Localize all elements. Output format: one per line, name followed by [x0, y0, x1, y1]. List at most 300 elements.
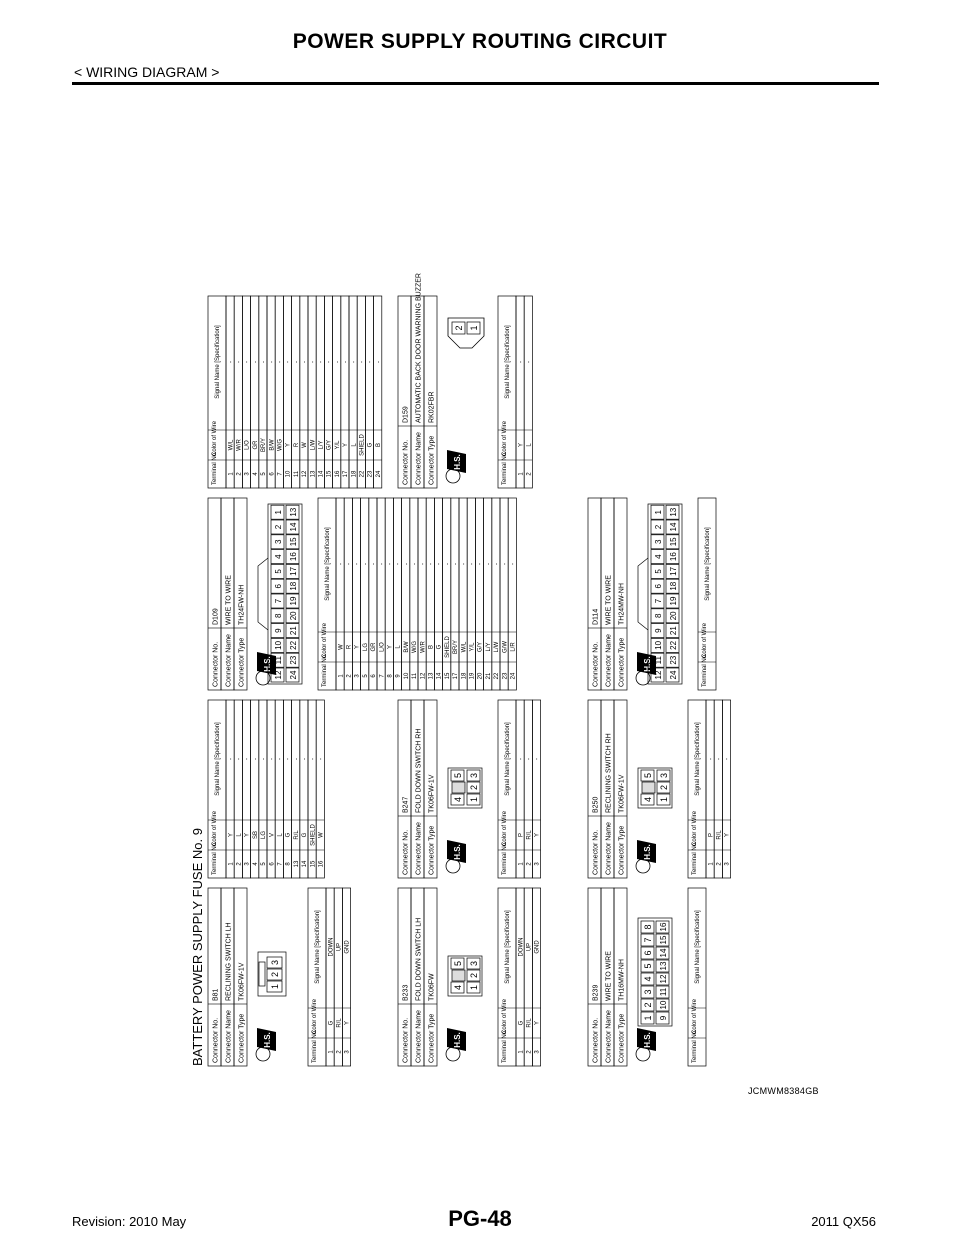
- table-row: [516, 700, 524, 878]
- terminal-no: 13: [428, 672, 435, 680]
- hs-badge: [636, 1028, 656, 1061]
- connector-info-label: Connector Name: [225, 634, 233, 687]
- pin-number: 16: [669, 552, 678, 562]
- pin-number: 14: [289, 522, 298, 532]
- table-row: [334, 888, 342, 1066]
- table-row: [377, 498, 385, 690]
- pin-number: 9: [654, 628, 663, 633]
- signal-name: -: [461, 563, 468, 565]
- signal-name: -: [302, 758, 309, 760]
- hs-badge: [446, 1028, 466, 1061]
- table-row: [524, 296, 532, 488]
- connector-face: [448, 318, 484, 348]
- connector-info-value: B250: [592, 796, 600, 813]
- terminal-no: 2: [336, 1050, 343, 1054]
- signal-name: GND: [344, 940, 351, 954]
- table-row: [275, 700, 283, 878]
- signal-name: -: [526, 758, 533, 760]
- color-header: Color of Wire: [312, 998, 318, 1034]
- table-row: [283, 296, 291, 488]
- pin-number: 8: [274, 613, 283, 619]
- table-row: [434, 498, 442, 690]
- table-row: [259, 700, 267, 878]
- pin-number: 3: [659, 772, 669, 779]
- signal-name: DOWN: [328, 937, 335, 957]
- table-row: [267, 700, 275, 878]
- signal-name: GND: [534, 940, 541, 954]
- table-row: [393, 498, 401, 690]
- pin-number: 10: [659, 1000, 668, 1010]
- color-header: Color of Wire: [502, 810, 508, 846]
- hs-badge: [446, 840, 466, 873]
- signal-name: -: [228, 361, 235, 363]
- signal-name: -: [269, 361, 276, 363]
- signal-name: -: [310, 758, 317, 760]
- wire-color: G: [436, 644, 443, 650]
- connector-info-value: RECLINING SWITCH RH: [605, 733, 613, 813]
- terminal-no: 1: [518, 1050, 525, 1054]
- wire-color: Y: [228, 832, 235, 838]
- pin-number: 15: [659, 935, 668, 945]
- wire-color: G/Y: [326, 439, 333, 451]
- signal-name: -: [310, 361, 317, 363]
- table-row: [336, 498, 344, 690]
- pin-number: 7: [643, 937, 653, 943]
- connector-lock: [452, 782, 465, 793]
- pin-number: 19: [669, 596, 678, 606]
- signal-name: -: [412, 563, 419, 565]
- pin-number: 3: [270, 959, 280, 966]
- table-row: [242, 296, 250, 488]
- terminal-no: 5: [261, 862, 268, 866]
- signal-name: -: [371, 563, 378, 565]
- connector-face: [638, 918, 672, 1026]
- terminal-no: 6: [269, 472, 276, 476]
- signal-name: -: [359, 361, 366, 363]
- table-row: [292, 700, 300, 878]
- terminal-no: 17: [453, 672, 460, 680]
- page-number: PG-48: [448, 1206, 512, 1231]
- terminal-no: 3: [244, 862, 251, 866]
- connector-info-label: Connector Type: [238, 637, 246, 687]
- pin-number: 4: [643, 796, 653, 803]
- terminal-no: 10: [403, 672, 410, 680]
- terminal-no: 2: [526, 472, 533, 476]
- wire-color: W/G: [277, 439, 284, 451]
- table-row: [300, 296, 308, 488]
- connector-lock: [452, 970, 465, 981]
- connector-lock: [638, 558, 648, 630]
- terminal-no: 13: [293, 860, 300, 868]
- signal-name: -: [387, 563, 394, 565]
- pin-number: 1: [274, 509, 283, 515]
- table-row: [500, 498, 508, 690]
- pin-number: 2: [274, 524, 283, 530]
- signal-name: -: [318, 758, 325, 760]
- terminal-no: 3: [354, 674, 361, 678]
- connector-info-value: D114: [592, 608, 600, 625]
- connector-face: [448, 768, 482, 808]
- signal-name: -: [228, 758, 235, 760]
- connector-block: [398, 888, 541, 1066]
- terminal-no: 6: [269, 862, 276, 866]
- terminal-header: Terminal No.: [502, 451, 508, 485]
- wire-color: L/R: [510, 642, 517, 652]
- connector-block: [588, 498, 716, 690]
- connector-info-value: RK02FBR: [428, 391, 436, 423]
- signal-name: UP: [526, 942, 533, 952]
- wire-color: L: [236, 833, 243, 837]
- wire-color: P: [708, 832, 715, 838]
- wire-color: L: [526, 443, 533, 447]
- wire-color: LG: [362, 642, 369, 652]
- pin-number: 9: [659, 1015, 668, 1021]
- terminal-no: 23: [367, 470, 374, 478]
- connector-info-value: FOLD DOWN SWITCH LH: [415, 917, 423, 1001]
- table-row: [316, 700, 324, 878]
- terminal-no: 8: [285, 862, 292, 866]
- terminal-no: 2: [236, 472, 243, 476]
- terminal-no: 2: [346, 674, 353, 678]
- table-row: [234, 700, 242, 878]
- wire-color: LG: [261, 830, 268, 840]
- signal-name: -: [261, 758, 268, 760]
- wire-color: Y: [244, 832, 251, 838]
- terminal-no: 3: [534, 862, 541, 866]
- terminal-header: Terminal No.: [322, 653, 328, 687]
- connector-info-value: WIRE TO WIRE: [605, 951, 613, 1001]
- pin-number: 24: [289, 670, 298, 680]
- pin-number: 21: [289, 626, 298, 636]
- terminal-no: 1: [518, 472, 525, 476]
- terminal-no: 15: [444, 672, 451, 680]
- wire-color: R/L: [526, 830, 533, 840]
- connector-info-label: Connector No.: [592, 641, 600, 687]
- table-row: [267, 296, 275, 488]
- pin-number: 1: [469, 796, 479, 803]
- connector-block: [208, 498, 517, 690]
- pin-number: 17: [669, 566, 678, 576]
- signal-name: -: [293, 361, 300, 363]
- pin-number: 13: [659, 961, 668, 971]
- wire-color: W: [318, 832, 325, 838]
- signal-name: -: [334, 361, 341, 363]
- table-row: [326, 888, 334, 1066]
- connector-info-value: D109: [212, 608, 220, 625]
- hs-label: H.S.: [453, 1032, 462, 1048]
- connector-info-value: D159: [402, 406, 410, 423]
- connector-info-value: RECLINING SWITCH LH: [225, 922, 233, 1001]
- connector-info-label: Connector Type: [428, 435, 436, 485]
- pin-number: 7: [654, 598, 663, 604]
- table-row: [369, 498, 377, 690]
- pin-number: 5: [453, 960, 463, 967]
- table-row: [344, 498, 352, 690]
- signal-header: Signal Name [Specification]: [505, 325, 511, 399]
- connector-info-value: B81: [212, 988, 220, 1001]
- terminal-no: 2: [716, 862, 723, 866]
- connector-info-label: Connector Name: [605, 634, 613, 687]
- wire-color: R/L: [716, 830, 723, 840]
- terminal-no: 2: [236, 862, 243, 866]
- table-row: [349, 296, 357, 488]
- pin-number: 22: [289, 640, 298, 650]
- table-row: [300, 700, 308, 878]
- pin-number: 23: [669, 655, 678, 665]
- hs-badge: [446, 450, 466, 483]
- signal-name: -: [518, 361, 525, 363]
- section-label: < WIRING DIAGRAM >: [74, 64, 220, 80]
- terminal-no: 5: [362, 674, 369, 678]
- table-row: [275, 296, 283, 488]
- wire-color: W/R: [236, 439, 243, 451]
- table-row: [508, 498, 516, 690]
- table-row: [532, 888, 540, 1066]
- terminal-no: 21: [485, 672, 492, 680]
- signal-name: -: [252, 758, 259, 760]
- connector-info-value: B239: [592, 984, 600, 1001]
- pin-number: 11: [274, 656, 283, 665]
- table-row: [467, 498, 475, 690]
- hs-label: H.S.: [643, 1032, 652, 1048]
- signal-name: -: [379, 563, 386, 565]
- signal-name: -: [362, 563, 369, 565]
- pin-number: 1: [659, 796, 669, 803]
- terminal-header: Terminal No.: [692, 841, 698, 875]
- terminal-no: 2: [526, 862, 533, 866]
- pin-number: 5: [453, 772, 463, 779]
- wire-color: SHIELD: [310, 824, 317, 846]
- signal-header: Signal Name [Specification]: [215, 722, 221, 796]
- connector-info-label: Connector No.: [592, 1017, 600, 1063]
- hs-label: H.S.: [453, 844, 462, 860]
- wire-color: L: [351, 443, 358, 447]
- table-row: [385, 498, 393, 690]
- table-row: [532, 700, 540, 878]
- revision-text: Revision: 2010 May: [72, 1214, 187, 1229]
- wire-color: Y/L: [334, 440, 341, 450]
- terminal-no: 11: [412, 672, 419, 680]
- table-row: [443, 498, 451, 690]
- terminal-header: Terminal No.: [502, 1029, 508, 1063]
- signal-name: -: [285, 758, 292, 760]
- pin-number: 3: [469, 960, 479, 967]
- hs-label: H.S.: [643, 844, 652, 860]
- connector-tables: [208, 273, 731, 1066]
- signal-name: -: [261, 361, 268, 363]
- table-row: [516, 296, 524, 488]
- pin-number: 16: [659, 922, 668, 932]
- signal-name: UP: [336, 942, 343, 952]
- pin-number: 9: [274, 628, 283, 633]
- terminal-no: 14: [436, 672, 443, 680]
- terminal-no: 3: [244, 472, 251, 476]
- table-row: [524, 700, 532, 878]
- signal-name: -: [428, 563, 435, 565]
- wire-color: Y: [534, 1020, 541, 1026]
- signal-name: -: [395, 563, 402, 565]
- terminal-no: 12: [420, 672, 427, 680]
- table-row: [308, 296, 316, 488]
- signal-name: -: [351, 361, 358, 363]
- connector-info-label: Connector Name: [605, 822, 613, 875]
- wire-color: Y/L: [469, 642, 476, 652]
- pin-number: 2: [654, 524, 663, 530]
- table-row: [259, 296, 267, 488]
- pin-number: 21: [669, 626, 678, 636]
- terminal-no: 22: [359, 470, 366, 478]
- wire-color: W: [302, 442, 309, 448]
- signal-name: -: [244, 758, 251, 760]
- signal-name: -: [494, 563, 501, 565]
- wire-color: G: [518, 1020, 525, 1026]
- terminal-no: 1: [338, 674, 345, 678]
- wire-color: Y: [343, 442, 350, 448]
- wire-color: R/L: [336, 1018, 343, 1028]
- connector-lock: [258, 558, 268, 630]
- signal-name: -: [318, 361, 325, 363]
- signal-name: -: [346, 563, 353, 565]
- connector-info-value: B247: [402, 796, 410, 813]
- hs-badge: [256, 652, 276, 685]
- connector-block: [208, 700, 325, 878]
- wire-color: W/L: [228, 439, 235, 451]
- table-row: [333, 296, 341, 488]
- terminal-no: 8: [387, 674, 394, 678]
- pin-number: 15: [289, 537, 298, 547]
- wire-color: G: [285, 832, 292, 838]
- terminal-no: 14: [302, 860, 309, 868]
- connector-info-value: WIRE TO WIRE: [225, 575, 233, 625]
- connector-info-value: TH24FW-NH: [238, 584, 246, 625]
- color-header: Color of Wire: [212, 420, 218, 456]
- wire-color: R/L: [526, 1018, 533, 1028]
- pin-number: 1: [643, 1015, 653, 1021]
- pin-number: 3: [654, 539, 663, 545]
- pin-number: 15: [669, 537, 678, 547]
- pin-number: 3: [469, 772, 479, 779]
- rotated-figure: [190, 273, 731, 1066]
- terminal-no: 22: [494, 672, 501, 680]
- pin-number: 14: [659, 948, 668, 958]
- wire-color: Y: [518, 442, 525, 448]
- pin-number: 3: [643, 989, 653, 995]
- wire-color: B: [375, 442, 382, 448]
- pin-number: 1: [654, 509, 663, 515]
- signal-name: -: [244, 361, 251, 363]
- pin-number: 23: [289, 655, 298, 665]
- wire-color: R: [346, 644, 353, 650]
- wire-color: GR: [371, 642, 378, 652]
- connector-info-value: WIRE TO WIRE: [605, 575, 613, 625]
- signal-header: Signal Name [Specification]: [315, 910, 321, 984]
- connector-info-label: Connector No.: [212, 641, 220, 687]
- connector-info-label: Connector No.: [402, 1017, 410, 1063]
- fuse-caption: BATTERY POWER SUPPLY FUSE No. 9: [190, 828, 205, 1066]
- terminal-no: 16: [334, 470, 341, 478]
- wire-color: BR/Y: [453, 639, 460, 655]
- signal-header: Signal Name [Specification]: [695, 722, 701, 796]
- connector-block: [398, 700, 541, 878]
- pin-number: 4: [654, 554, 663, 559]
- connector-face: [448, 956, 482, 996]
- connector-info-label: Connector Name: [225, 1010, 233, 1063]
- terminal-header: Terminal No.: [692, 1029, 698, 1063]
- signal-header: Signal Name [Specification]: [695, 910, 701, 984]
- wire-color: Y: [344, 1020, 351, 1026]
- signal-name: -: [708, 758, 715, 760]
- terminal-no: 24: [510, 672, 517, 680]
- pin-number: 5: [643, 772, 653, 779]
- signal-header: Signal Name [Specification]: [505, 910, 511, 984]
- table-row: [722, 700, 730, 878]
- wire-color: W/R: [420, 641, 427, 653]
- signal-name: -: [420, 563, 427, 565]
- terminal-no: 12: [302, 470, 309, 478]
- table-row: [475, 498, 483, 690]
- wire-color: L: [395, 645, 402, 649]
- wire-color: P: [518, 832, 525, 838]
- table-row: [426, 498, 434, 690]
- signal-name: -: [518, 758, 525, 760]
- pin-number: 14: [669, 522, 678, 532]
- wire-color: R/L: [293, 830, 300, 840]
- signal-name: -: [269, 758, 276, 760]
- figure-id: JCMWM8384GB: [748, 1086, 819, 1096]
- hs-badge: [256, 1028, 276, 1061]
- pin-number: 18: [669, 581, 678, 591]
- table-row: [357, 296, 365, 488]
- signal-name: -: [252, 361, 259, 363]
- terminal-no: 3: [534, 1050, 541, 1054]
- signal-name: -: [469, 563, 476, 565]
- terminal-no: 1: [328, 1050, 335, 1054]
- wire-color: L/O: [379, 642, 386, 652]
- pin-number: 6: [274, 583, 283, 589]
- signal-name: -: [403, 563, 410, 565]
- pin-number: 24: [669, 670, 678, 680]
- wire-color: W: [338, 644, 345, 650]
- signal-name: -: [285, 361, 292, 363]
- signal-name: -: [236, 361, 243, 363]
- connector-info-value: TH16MW-NH: [618, 959, 626, 1001]
- terminal-header: Terminal No.: [502, 841, 508, 875]
- connector-block: [398, 273, 533, 488]
- hs-badge: [636, 652, 656, 685]
- wire-color: V: [269, 832, 276, 838]
- terminal-no: 23: [502, 672, 509, 680]
- table-row: [251, 296, 259, 488]
- signal-header: Signal Name [Specification]: [325, 527, 331, 601]
- connector-face: [258, 952, 286, 996]
- table-row: [226, 700, 234, 878]
- connector-info-label: Connector Type: [428, 1013, 436, 1063]
- hs-badge: [636, 840, 656, 873]
- pin-number: 11: [654, 656, 663, 665]
- signal-name: -: [510, 563, 517, 565]
- table-row: [418, 498, 426, 690]
- terminal-no: 13: [310, 470, 317, 478]
- pin-number: 4: [453, 984, 463, 991]
- hs-label: H.S.: [643, 656, 652, 672]
- wire-color: Y: [387, 644, 394, 650]
- hs-label: H.S.: [263, 1032, 272, 1048]
- page-title: POWER SUPPLY ROUTING CIRCUIT: [292, 30, 668, 53]
- table-row: [706, 700, 714, 878]
- pin-number: 16: [289, 552, 298, 562]
- connector-lock: [642, 782, 655, 793]
- signal-name: -: [453, 563, 460, 565]
